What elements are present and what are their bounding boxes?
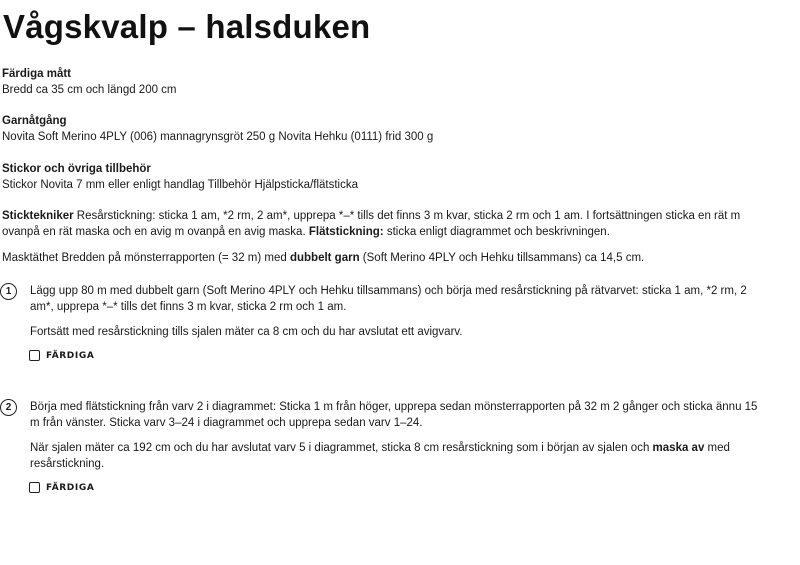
techniques-label: Sticktekniker bbox=[2, 210, 74, 222]
gauge-paragraph bbox=[2, 250, 792, 266]
step-1-line2: am*, upprepa *–* tills det finns 3 m kvar, sticka 2 rm och 1 am. bbox=[30, 301, 347, 313]
step-2-paragraph2 bbox=[30, 440, 800, 472]
yarn-section bbox=[2, 113, 792, 145]
step-2-number: 2 bbox=[0, 399, 17, 416]
checkbox-icon[interactable] bbox=[29, 350, 40, 361]
techniques-paragraph bbox=[2, 208, 792, 240]
step-1-done-checkbox[interactable] bbox=[29, 350, 94, 361]
checkbox-icon[interactable] bbox=[29, 482, 40, 493]
step-2-line1: Börja med flätstickning från varv 2 i diagrammet: Sticka 1 m från höger, upprepa sedan mönsterrapporten på 32 m 2 gånger och sticka ännu 15 bbox=[30, 401, 758, 413]
yarn-text: Novita Soft Merino 4PLY (006) mannagrynsgröt 250 g Novita Hehku (0111) frid 300 g bbox=[2, 131, 434, 143]
gauge-post: (Soft Merino 4PLY och Hehku tillsammans) ca 14,5 cm. bbox=[359, 252, 645, 264]
step-2-done-label: FÄRDIGA bbox=[46, 482, 95, 493]
step-2-p2b: maska av bbox=[652, 442, 705, 454]
step-2-line2: m från vänster. Sticka varv 3–24 i diagrammet och upprepa sedan varv 1–24. bbox=[30, 417, 423, 429]
step-1-paragraph2: Fortsätt med resårstickning tills sjalen mäter ca 8 cm och du har avslutat ett avigvarv. bbox=[30, 326, 463, 338]
step-1-line1: Lägg upp 80 m med dubbelt garn (Soft Merino 4PLY och Hehku tillsammans) och börja med resårstickning på rätvarvet: sticka 1 am, *2 rm, 2 bbox=[30, 285, 747, 297]
step-2-text bbox=[30, 399, 800, 431]
cable-label: Flätstickning: bbox=[308, 226, 384, 238]
needles-heading: Stickor och övriga tillbehör bbox=[2, 163, 151, 175]
measures-heading: Färdiga mått bbox=[2, 68, 72, 80]
measures-text: Bredd ca 35 cm och längd 200 cm bbox=[2, 84, 177, 96]
step-2-done-checkbox[interactable] bbox=[29, 482, 94, 493]
step-1-done-label: FÄRDIGA bbox=[46, 350, 95, 361]
needles-section bbox=[2, 161, 792, 193]
gauge-pre: Masktäthet Bredden på mönsterrapporten (= 32 m) med bbox=[2, 252, 290, 264]
page-title: Vågskvalp – halsduken bbox=[3, 8, 371, 45]
step-2-p2d: resårstickning. bbox=[30, 458, 105, 470]
techniques-line1: Resårstickning: sticka 1 am, *2 rm, 2 am*, upprepa *–* tills det finns 3 m kvar, sticka 2 rm och 1 am. I fortsättningen sticka en rät m bbox=[73, 210, 741, 222]
step-2-p2a: När sjalen mäter ca 192 cm och du har avslutat varv 5 i diagrammet, sticka 8 cm resårstickning som i början av sjalen och bbox=[30, 442, 653, 454]
step-1-text bbox=[30, 283, 800, 315]
yarn-heading: Garnåtgång bbox=[2, 115, 67, 127]
measures-section bbox=[2, 66, 792, 98]
gauge-bold: dubbelt garn bbox=[289, 252, 360, 264]
needles-text: Stickor Novita 7 mm eller enligt handlag Tillbehör Hjälpsticka/flätsticka bbox=[2, 179, 359, 191]
techniques-line2a: ovanpå en rät maska och en avig m ovanpå en avig maska. bbox=[2, 226, 309, 238]
techniques-line2b: sticka enligt diagrammet och beskrivningen. bbox=[383, 226, 610, 238]
step-1-number: 1 bbox=[0, 283, 17, 300]
step-2-p2c: med bbox=[704, 442, 730, 454]
